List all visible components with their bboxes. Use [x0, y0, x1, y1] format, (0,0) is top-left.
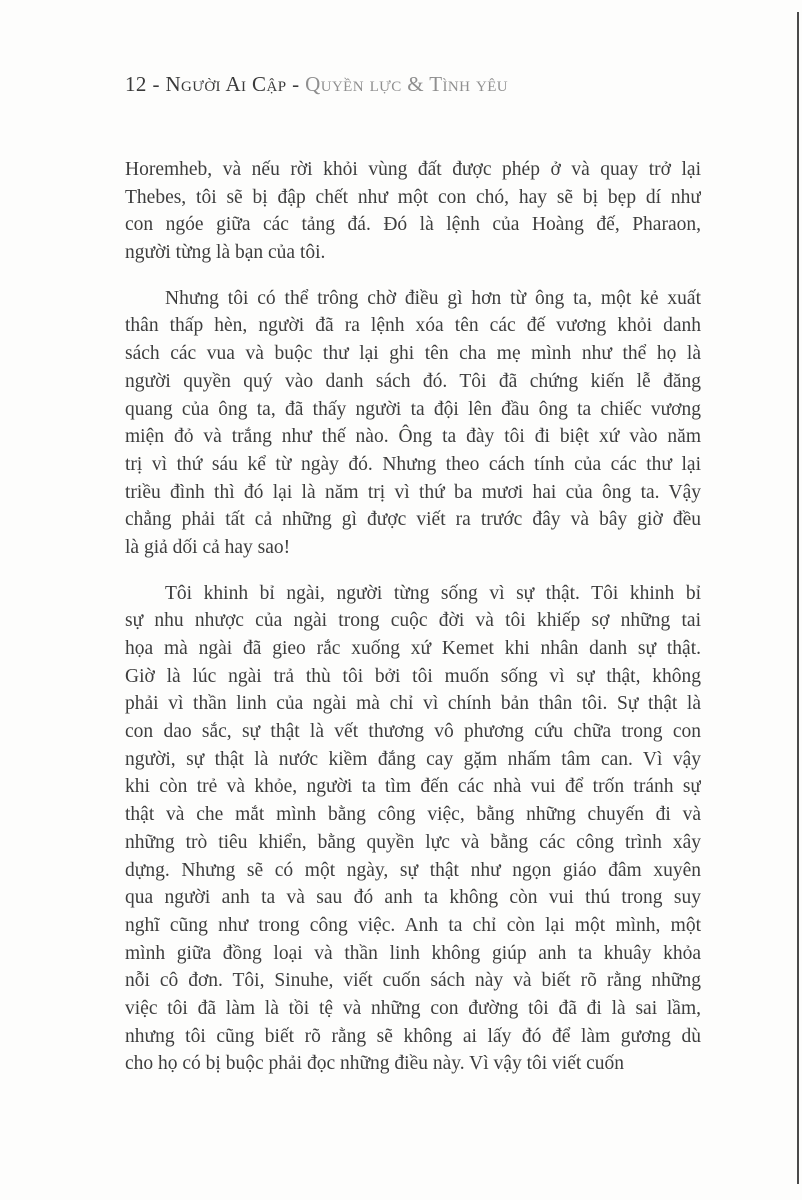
text-line: nỗi cô đơn. Tôi, Sinuhe, viết cuốn sách này và biết rõ rằng những	[125, 970, 701, 992]
text-line: Tôi khinh bỉ ngài, người từng sống vì sự thật. Tôi khinh bỉ	[165, 582, 701, 604]
text-line: những trò tiêu khiển, bằng quyền lực và bằng các công trình xây	[125, 831, 701, 853]
text-line: Giờ là lúc ngài trả thù tôi bởi tôi muốn sống vì sự thật, không	[125, 665, 701, 687]
text-line: nhưng tôi cũng biết rõ rằng sẽ không ai lấy đó để làm gương dù	[125, 1025, 701, 1047]
text-line: khi còn trẻ và khỏe, người ta tìm đến các nhà vui để trốn tránh sự	[125, 776, 701, 798]
book-subtitle: Quyền lực & Tình yêu	[305, 72, 509, 96]
paragraph	[125, 285, 701, 562]
text-line: người quyền quý vào danh sách đó. Tôi đã chứng kiến lễ đăng	[125, 370, 701, 392]
text-line: trị vì thứ sáu kể từ ngày đó. Nhưng theo cách tính của các thư lại	[125, 453, 701, 475]
text-line: người từng là bạn của tôi.	[125, 242, 326, 264]
text-line: qua người anh ta và sau đó anh ta không còn vui thú trong suy	[125, 887, 701, 909]
text-line: Thebes, tôi sẽ bị đập chết như một con chó, hay sẽ bị bẹp dí như	[125, 186, 701, 208]
text-line: việc tôi đã làm là tồi tệ và những con đường tôi đã đi là sai lầm,	[125, 997, 701, 1019]
page-edge-line	[797, 12, 799, 1184]
text-line: triều đình thì đó lại là năm trị vì thứ ba mươi hai của ông ta. Vậy	[125, 481, 701, 503]
page-header	[125, 72, 508, 97]
text-line: quang của ông ta, đã thấy người ta đội lên đầu ông ta chiếc vương	[125, 398, 701, 420]
paragraph	[125, 156, 701, 267]
text-line: thân thấp hèn, người đã ra lệnh xóa tên các đế vương khỏi danh	[125, 315, 701, 337]
body-text	[125, 156, 701, 1078]
text-line: con dao sắc, sự thật là vết thương vô phương cứu chữa trong con	[125, 721, 701, 743]
text-line: con ngóe giữa các tảng đá. Đó là lệnh của Hoàng đế, Pharaon,	[125, 214, 701, 236]
text-line: nghĩ cũng như trong công việc. Anh ta chỉ còn lại một mình, một	[125, 914, 701, 936]
text-line: sự nhu nhược của ngài trong cuộc đời và tôi khiếp sợ những tai	[125, 610, 701, 632]
text-line: Nhưng tôi có thể trông chờ điều gì hơn từ ông ta, một kẻ xuất	[165, 287, 701, 309]
text-line: thật và che mắt mình bằng công việc, bằng những chuyến đi và	[125, 804, 701, 826]
text-line: cho họ có bị buộc phải đọc những điều này. Vì vậy tôi viết cuốn	[125, 1053, 625, 1075]
text-line: người, sự thật là nước kiềm đắng cay gặm nhấm tâm can. Vì vậy	[125, 748, 701, 770]
text-line: chẳng phải tất cả những gì được viết ra trước đây và bây giờ đều	[125, 509, 701, 531]
text-line: dựng. Nhưng sẽ có một ngày, sự thật như ngọn giáo đâm xuyên	[125, 859, 701, 881]
text-line: mình giữa đồng loại và thần linh không giúp anh ta khuây khỏa	[125, 942, 701, 964]
text-line: sách các vua và buộc thư lại ghi tên cha mẹ mình như thể họ là	[125, 343, 701, 365]
text-line: họa mà ngài đã gieo rắc xuống xứ Kemet khi nhân danh sự thật.	[125, 638, 701, 659]
text-line: Horemheb, và nếu rời khỏi vùng đất được phép ở và quay trở lại	[125, 159, 701, 180]
paragraph	[125, 580, 701, 1078]
text-line: phải vì thần linh của ngài mà chỉ vì chính bản thân tôi. Sự thật là	[125, 693, 701, 715]
text-line: là giả dối cả hay sao!	[125, 536, 291, 558]
page-number-and-book-title: 12 - Người Ai Cập -	[125, 72, 306, 96]
text-line: miện đỏ và trắng như thế nào. Ông ta đày tôi đi biệt xứ vào năm	[125, 426, 701, 448]
